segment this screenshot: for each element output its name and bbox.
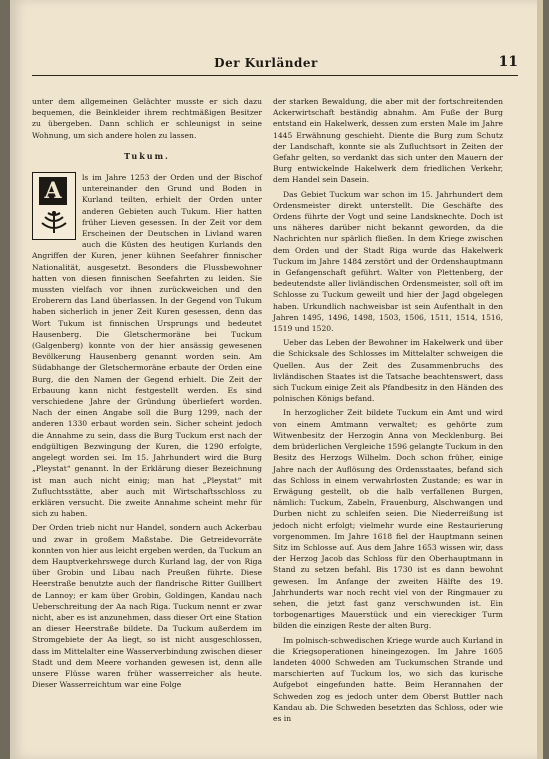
- paragraph-order-rule: Das Gebiet Tuckum war schon im 15. Jahrhundert dem Ordensmeister direkt unterstellt. Die Geschäfte des Ordens führte der Vogt und seine Landsknechte. Doch ist uns näheres darüber nicht bekannt geworden, da die Nachrichten nur spärlich fließen. In dem Kriege zwischen dem Orden und der Stadt Riga wurde das Hakelwerk Tuckum im Jahre 1484 zerstört und der Ordenshauptmann in Gefangenschaft geführt. Walter von Plettenberg, der bedeutendste aller livländischen Ordensmeister, soll oft im Schlosse zu Tuckum geweilt und hier der Jagd obgelegen haben. Urkundlich nachweisbar ist sein Aufenthalt in den Jahren 1495, 1496, 1498, 1503, 1506, 1511, 1514, 1516, 1519 und 1520.: [273, 189, 503, 334]
- opening-paragraph: unter dem allgemeinen Gelächter musste er sich dazu bequemen, die Beinkleider ihrem rechtmäßigen Besitzer zu übergeben. Dann schlich er schleunigst in seine Wohnung, um sich andere holen zu lassen.: [32, 97, 262, 140]
- section-heading: Tukum.: [124, 150, 170, 161]
- page-edge: [537, 0, 543, 759]
- page-number: 11: [498, 54, 518, 70]
- paragraph-sources: Ueber das Leben der Bewohner im Hakelwerk und über die Schicksale des Schlosses im Mittelalter schweigen die Quellen. Aus der Zeit des Zusammenbruchs des livländischen Staates ist die Tatsache beachtenswert, dass sich Tuckum einige Zeit als Pfandbesitz in den Händen des polnischen Königs befand.: [273, 338, 503, 404]
- paragraph-trade-route: Der Orden trieb nicht nur Handel, sondern auch Ackerbau und zwar in großem Maßstabe. Die Getreidevorräte konnten von hier aus leicht ergeben werden, da Tuckum an dem Hauptverkehrswege durch Kurland lag, der von Riga über Grobin und Libau nach Preußen führte. Diese Heerstraße benutzte auch der flandrische Ritter Guillbert de Lannoy; er kam über Grobin, Goldingen, Kandau nach Ueberschreitung der Aa nach Riga. Tuckum nennt er zwar nicht, aber es ist anzunehmen, dass dieser Ort eine Station an dieser Heerstraße bildete. Da Tuckum außerdem im Stromgebiete der Aa liegt, so ist nicht ausgeschlossen, dass im Mittelalter eine Wasserverbindung zwischen dieser Stadt und dem Meere vorhanden gewesen ist, denn alle unsere Flüsse waren früher wasserreicher als heute. Dieser Wasserreichtum war eine Folge: [32, 523, 262, 690]
- book-page: [10, 0, 543, 759]
- paragraph-tukum-history: ls im Jahre 1253 der Orden und der Bischof untereinander den Grund und Boden in Kurland teilten, erhielt der Orden unter anderen Gebieten auch Tukum. Hier hatten früher Lieven gesessen. In der Zeit vor dem Erscheinen der Deutschen in Livland waren auch die Küsten des heutigen Kurlands den Angriffen der Kuren, jener kühnen Seefahrer finnischer Nationalität, ausgesetzt. Besonders die Flussbewohner hatten von diesen finnischen Seefahrten zu leiden. Sie mussten vielfach vor ihnen zurückweichen und den Eroberern das Land überlassen. In der Gegend von Tukum haben sicherlich in jener Zeit Kuren gesessen, denn das Wort Tukum ist finnischen Ursprungs und bedeutet Hausenberg. Die Gletschermoräne bei Tuckum (Galgenberg) konnte von der hier ansässig gewesenen Bevölkerung Hausenberg genannt worden sein. Am Südabhange der Gletschermoräne erbaute der Orden eine Burg, die den Namen der Gegend erhielt. Die Zeit der Erbauung kann nicht festgestellt werden. Es sind verschiedene Jahre der Gründung überliefert worden. Nach der einen Angabe soll die Burg 1299, nach der anderen 1330 erbaut worden sein. Sicher scheint jedoch die Annahme zu sein, dass die Burg Tuckum erst nach der endgültigen Bezwingung der Kuren, die 1290 erfolgte, angelegt worden sei. Im 15. Jahrhundert wird die Burg „Pleystat“ genannt. In der Erklärung dieser Bezeichnung ist man auch nicht einig; man hat „Pleystat“ mit Zufluchtsstätte, aber auch mit Wirtschaftsschloss zu erklären versucht. Die zweite Annahme scheint mehr für sich zu haben.: [32, 173, 262, 519]
- header-rule: [32, 75, 518, 76]
- left-column: [32, 96, 262, 693]
- paragraph-war: Im polnisch-schwedischen Kriege wurde auch Kurland in die Kriegsoperationen hineingezogen. Im Jahre 1605 landeten 4000 Schweden am Tuckumschen Strande und marschierten auf Tuckum los, wo sich das kurische Aufgebot eingefunden hatte. Beim Herannahen der Schweden zog es jedoch unter dem Oberst Buttler nach Kandau ab. Die Schweden besetzten das Schloss, oder wie es in: [273, 635, 503, 723]
- running-title: Der Kurländer: [214, 56, 318, 70]
- paragraph-hakelwerk: der starken Bewaldung, die aber mit der fortschreitenden Ackerwirtschaft beständig abnahm. Am Fuße der Burg entstand ein Hakelwerk, dessen zum ersten Male im Jahre 1445 Erwähnung geschieht. Diente die Burg zum Schutz der Landschaft, konnte sie als Zufluchtsort in Zeiten der Gefahr gelten, so verdankt das sich unter den Mauern der Burg entwickelnde Hakelwerk dem friedlichen Verkehr, dem Handel sein Dasein.: [273, 97, 503, 185]
- ornament-icon: [37, 209, 71, 235]
- paragraph-ducal-period: In herzoglicher Zeit bildete Tuckum ein Amt und wird von einem Amtmann verwaltet; es gehörte zum Witwenbesitz der Herzogin Anna von Mecklenburg. Bei dem brüderlichen Vergleiche 1596 gelangte Tuckum in den Besitz des Herzogs Wilhelm. Doch schon früher, einige Jahre nach der Auflösung des Ordensstaates, befand sich das Schloss in einem verwahrlosten Zustande; es war in Erwägung gestellt, ob die halb verfallenen Burgen, nämlich: Tuckum, Zabeln, Frauenburg, Alschwangen und Durben nicht zu schleifen seien. Die Niederreißung ist jedoch nicht erfolgt; vielmehr wurde eine Restaurierung vorgenommen. Im Jahre 1618 fiel der Hauptmann seinen Sitz im Schlosse auf. Aus dem Jahre 1653 wissen wir, dass der Herzog Jacob das Schloss für den Oberhauptmann in Stand zu setzen befahl. Bis 1730 ist es dann bewohnt gewesen. Im Anfange der zweiten Hälfte des 19. Jahrhunderts war noch recht viel von der Ringmauer zu sehen, die jetzt fast ganz verschwunden ist. Ein torbogenartiges Mauerstück und ein viereckiger Turm bilden die einzigen Reste der alten Burg.: [273, 408, 503, 631]
- decorated-initial: [32, 172, 76, 240]
- right-column: [273, 96, 503, 727]
- initial-letter: A: [39, 177, 67, 205]
- page-header: [32, 50, 518, 78]
